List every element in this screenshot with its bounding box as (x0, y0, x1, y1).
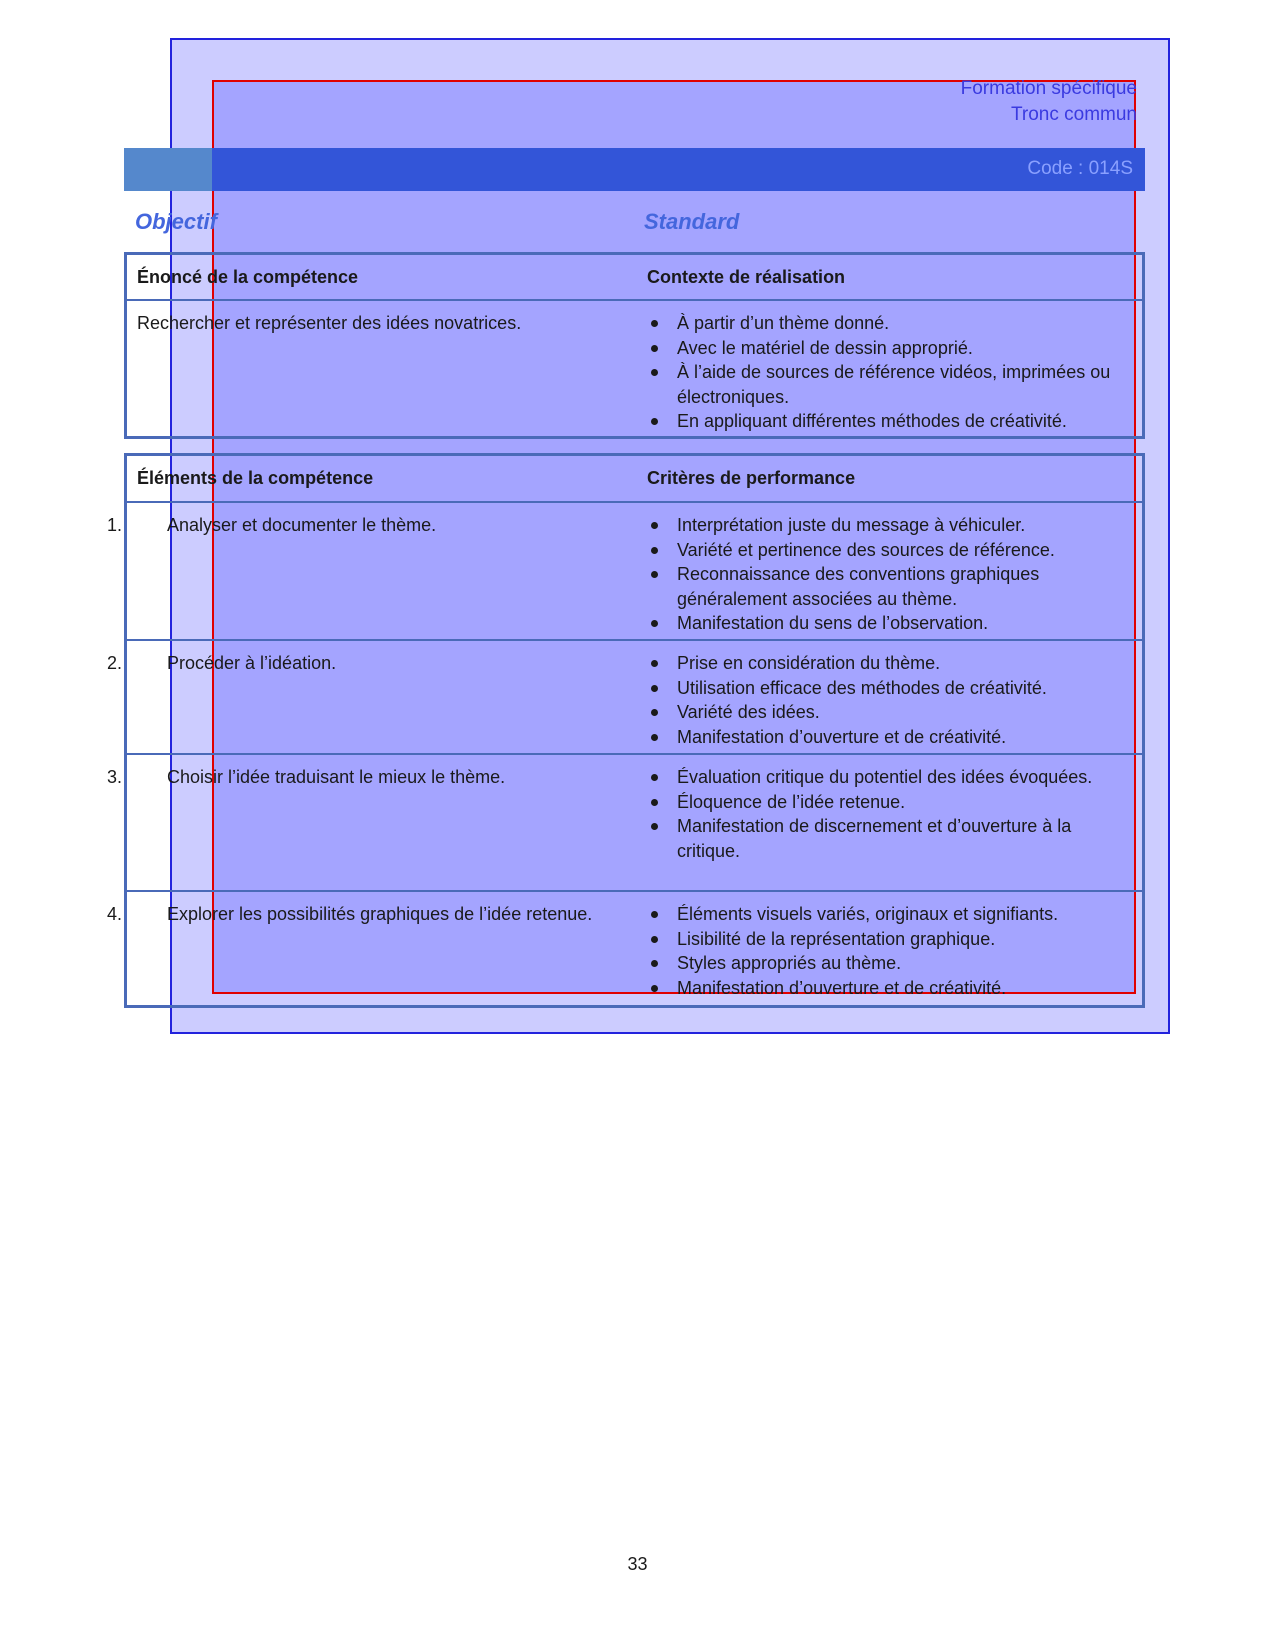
competency-element (107, 651, 647, 675)
list-item: En appliquant différentes méthodes de créativité. (647, 409, 1117, 434)
competency-element (107, 513, 647, 537)
list-item: Manifestation de discernement et d’ouverture à la critique. (647, 814, 1117, 863)
list-item: Manifestation d’ouverture et de créativité. (647, 976, 1117, 1001)
competency-statement-table (124, 252, 1145, 439)
standard-heading: Standard (644, 209, 740, 234)
list-item: Variété des idées. (647, 700, 1117, 725)
list-item: Reconnaissance des conventions graphiques généralement associées au thème. (647, 562, 1117, 611)
element-text: Choisir l’idée traduisant le mieux le thème. (167, 767, 506, 787)
column-header-context: Contexte de réalisation (647, 267, 846, 287)
table-row (107, 753, 1142, 890)
element-number: 1. (107, 515, 123, 535)
course-code: Code : 014S (1027, 158, 1133, 179)
criteria-list (647, 513, 1117, 636)
column-header-statement: Énoncé de la compétence (137, 267, 359, 287)
list-item: Prise en considération du thème. (647, 651, 1117, 676)
table-header-row (127, 456, 1142, 501)
list-item: Éléments visuels variés, originaux et signifiants. (647, 902, 1117, 927)
list-item: Éloquence de l’idée retenue. (647, 790, 1117, 815)
list-item: Lisibilité de la représentation graphique. (647, 927, 1117, 952)
list-item: Évaluation critique du potentiel des idées évoquées. (647, 765, 1117, 790)
competency-statement: Rechercher et représenter des idées novatrices. (137, 313, 522, 333)
table-row (107, 501, 1142, 639)
competency-element (107, 765, 647, 789)
page-number: 33 (627, 1554, 648, 1574)
context-list (647, 311, 1117, 434)
column-header-elements: Éléments de la compétence (137, 468, 374, 488)
banner-accent (124, 148, 212, 191)
competency-element (107, 902, 647, 926)
criteria-list (647, 651, 1117, 749)
criteria-list (647, 765, 1117, 863)
table-row (127, 299, 1142, 436)
list-item: Styles appropriés au thème. (647, 951, 1117, 976)
list-item: Manifestation du sens de l’observation. (647, 611, 1117, 636)
table-header-row (127, 255, 1142, 299)
element-text: Explorer les possibilités graphiques de l’idée retenue. (167, 904, 593, 924)
table-row (107, 639, 1142, 753)
table-row (107, 890, 1142, 1005)
list-item: À l’aide de sources de référence vidéos, imprimées ou électroniques. (647, 360, 1117, 409)
list-item: Avec le matériel de dessin approprié. (647, 336, 1117, 361)
list-item: À partir d’un thème donné. (647, 311, 1117, 336)
code-banner (124, 148, 1145, 191)
element-number: 2. (107, 653, 123, 673)
column-header-criteria: Critères de performance (647, 468, 856, 488)
program-subtitle: Tronc commun (1011, 104, 1137, 125)
criteria-list (647, 902, 1117, 1000)
element-text: Procéder à l’idéation. (167, 653, 337, 673)
list-item: Interprétation juste du message à véhiculer. (647, 513, 1117, 538)
performance-criteria-table (107, 453, 1145, 1008)
program-title: Formation spécifique (960, 78, 1137, 99)
list-item: Variété et pertinence des sources de référence. (647, 538, 1117, 563)
element-number: 4. (107, 904, 123, 924)
element-number: 3. (107, 767, 123, 787)
objective-heading: Objectif (135, 209, 217, 234)
element-text: Analyser et documenter le thème. (167, 515, 437, 535)
list-item: Manifestation d’ouverture et de créativité. (647, 725, 1117, 750)
list-item: Utilisation efficace des méthodes de créativité. (647, 676, 1117, 701)
